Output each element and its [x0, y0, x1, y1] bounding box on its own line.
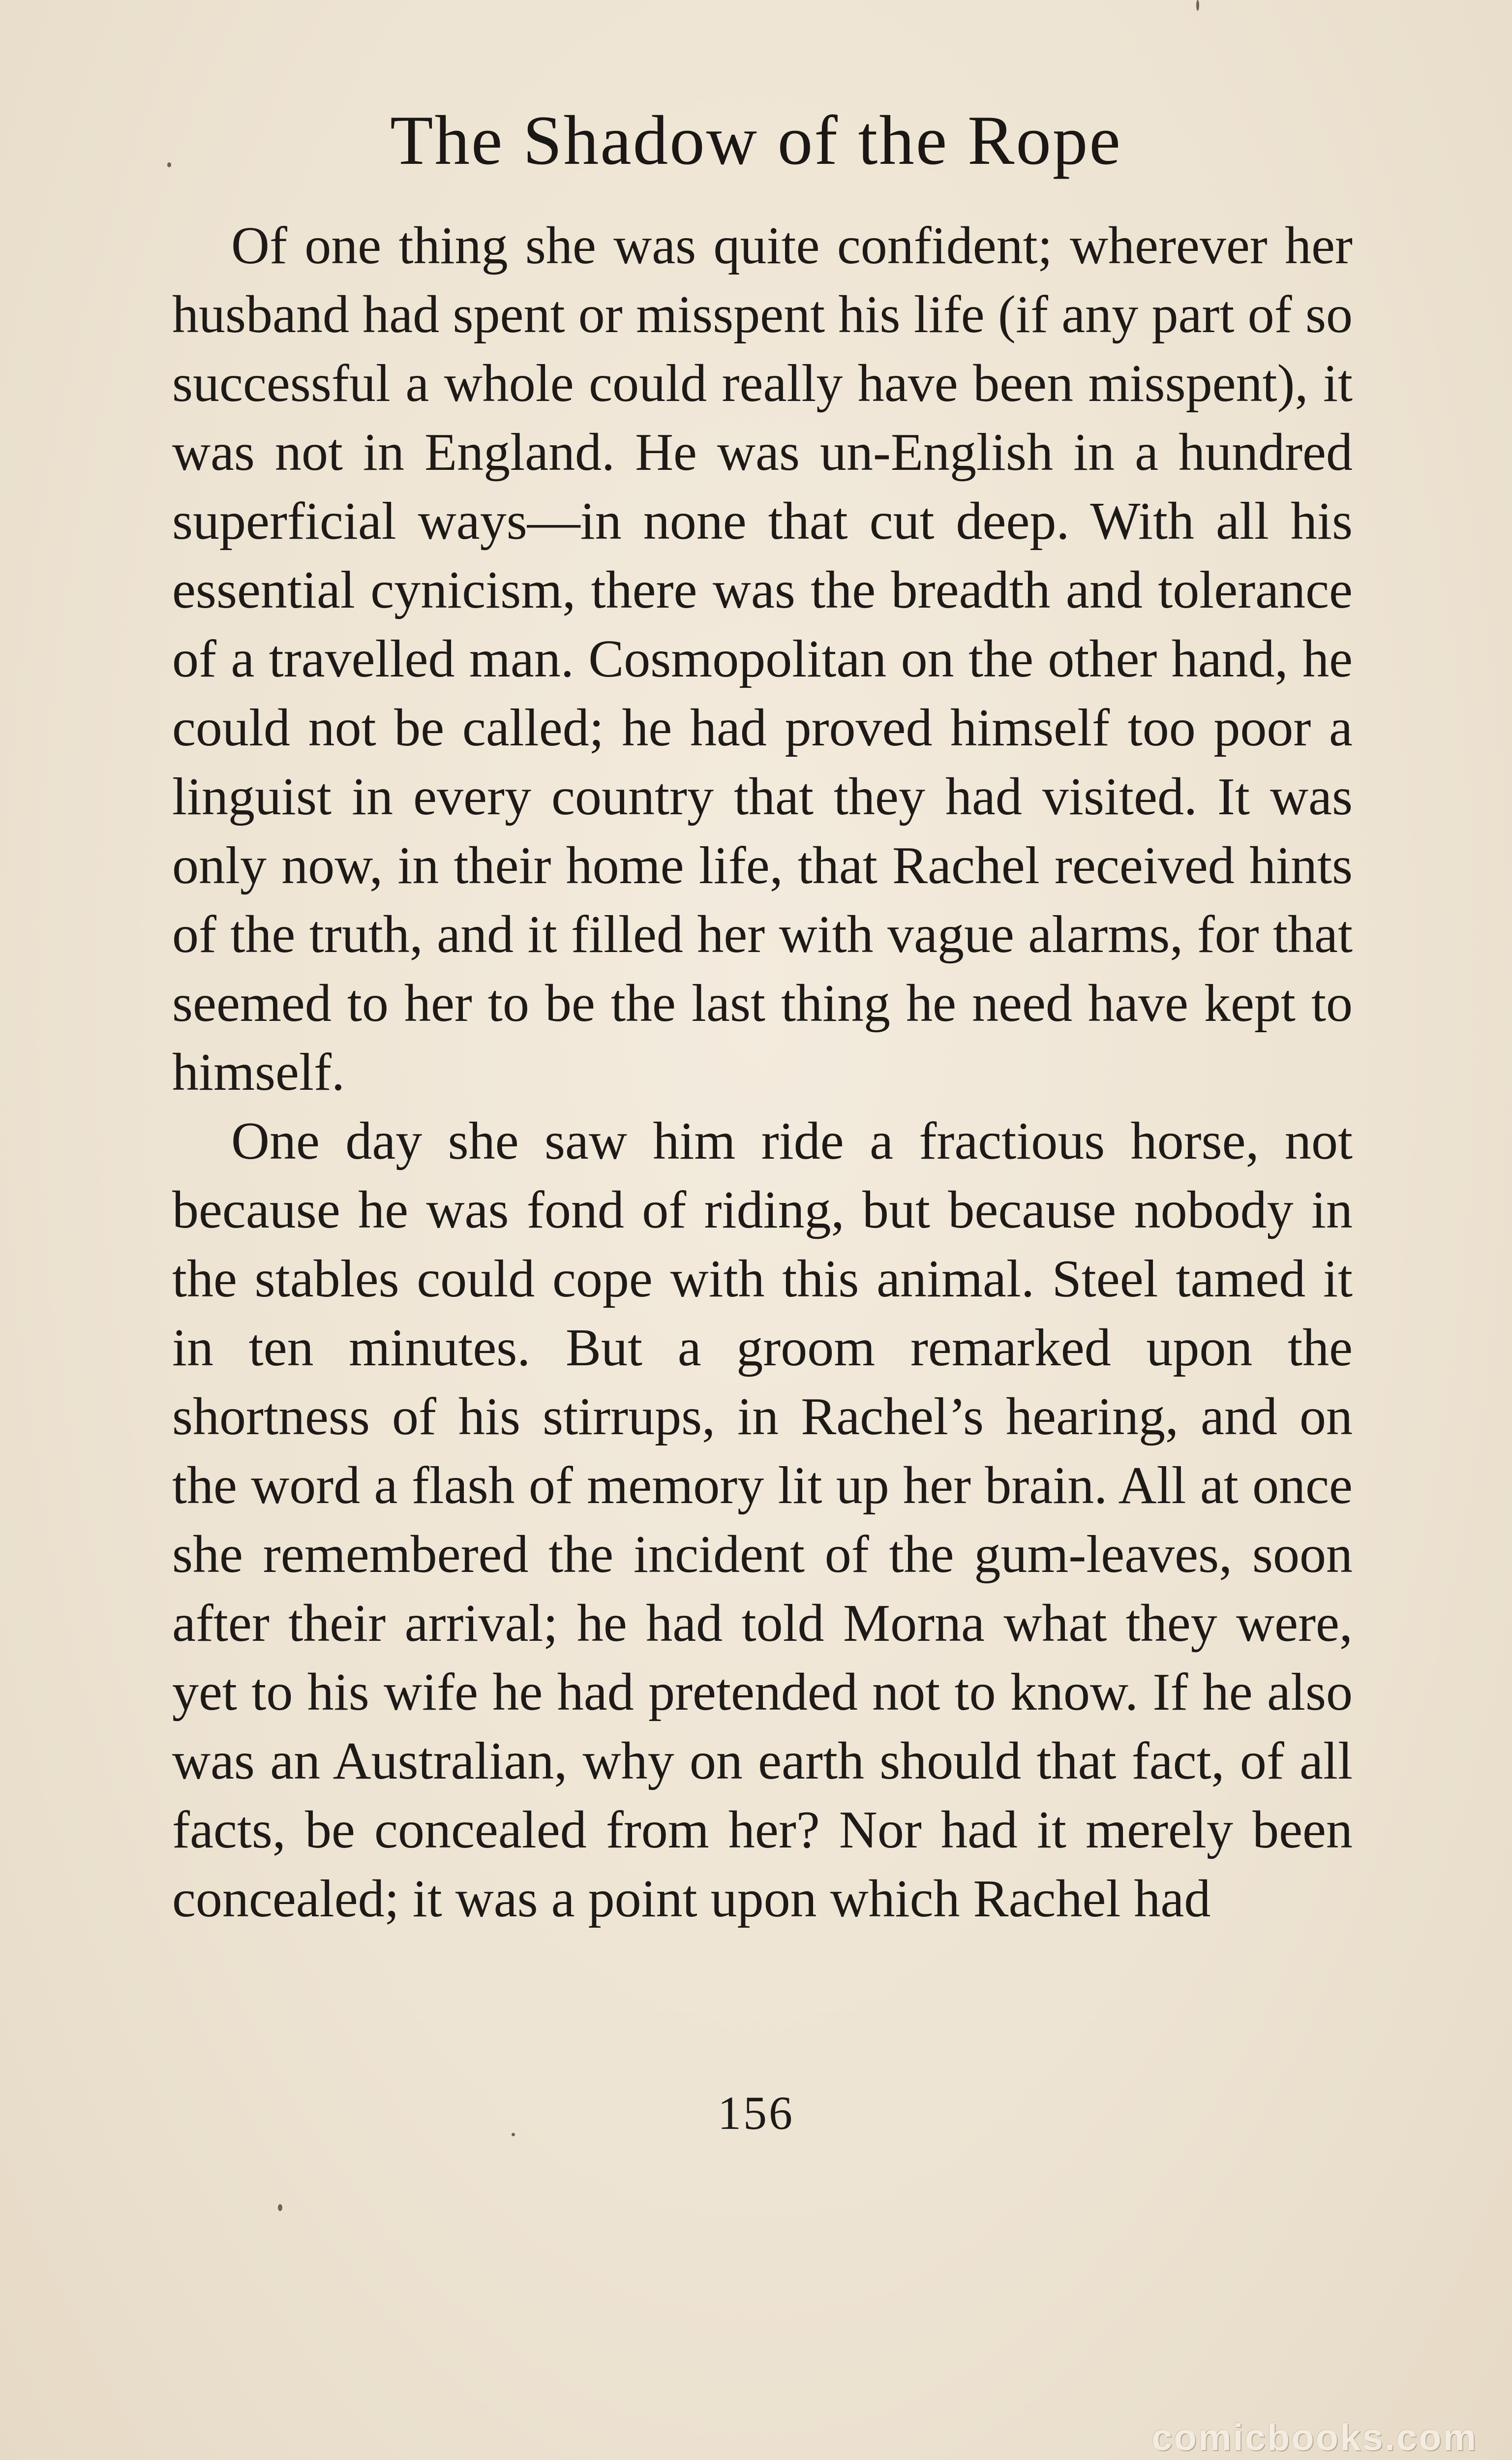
page-number: 156: [718, 2087, 794, 2139]
paper-speck: [1196, 0, 1199, 11]
watermark: comicbooks.com: [1151, 2417, 1478, 2459]
paragraph-1: Of one thing she was quite confident; wherever her husband had spent or misspent his life (if any part of so successful a whole could really have been misspent), it was not in England. He was un-English in a hundred superficial ways—in none that cut deep. With all his essential cynicism, there was the breadth and tolerance of a travelled man. Cosmopolitan on the other hand, he could not be called; he had proved himself too poor a linguist in every country that they had visited. It was only now, in their home life, that Rachel received hints of the truth, and it filled her with vague alarms, for that seemed to her to be the last thing he need have kept to himself.: [172, 216, 1353, 1102]
paragraph-2: One day she saw him ride a fractious horse, not because he was fond of riding, but because nobody in the stables could cope with this animal. Steel tamed it in ten minutes. But a groom remarked upon the shortness of his stirrups, in Rachel’s hearing, and on the word a flash of memory lit up her brain. All at once she remembered the incident of the gum-leaves, soon after their arrival; he had told Morna what they were, yet to his wife he had pretended not to know. If he also was an Australian, why on earth should that fact, of all facts, be concealed from her? Nor had it merely been concealed; it was a point upon which Rachel had: [172, 1112, 1353, 1928]
paper-speck: [278, 2204, 282, 2211]
paper-speck: [167, 162, 171, 167]
running-head: The Shadow of the Rope: [390, 101, 1122, 179]
body-text: [172, 212, 1353, 1934]
paper-speck: [512, 2133, 515, 2136]
